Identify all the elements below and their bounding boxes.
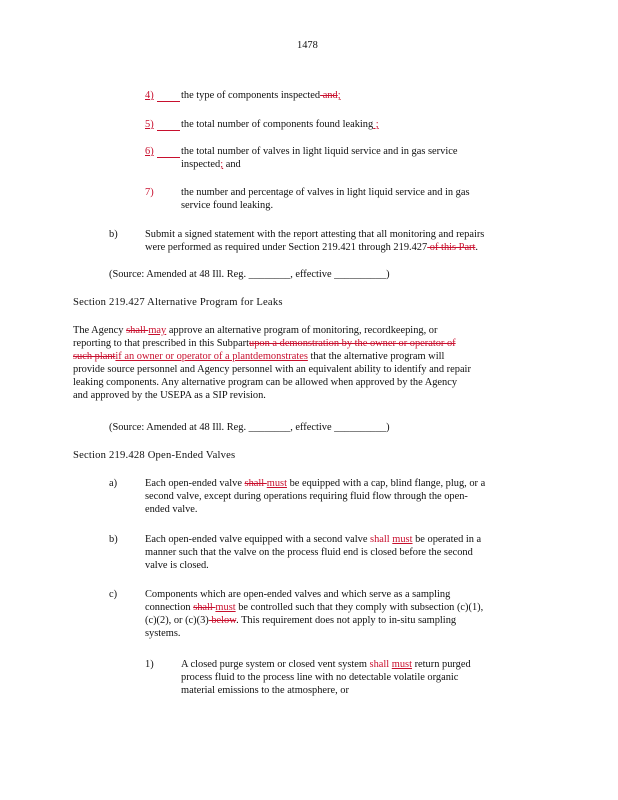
source-note-2: (Source: Amended at 48 Ill. Reg. ________, effective __________) (109, 422, 390, 433)
item-c-text: Components which are open-ended valves and which serve as a sampling connection shall must be controlled such that they comply with subsection (c)(1), (c)(2), or (c)(3) below. This requirement does not apply to in-situ sampling systems. (145, 589, 484, 639)
marker-underline-4 (157, 101, 180, 102)
marker-underline-6 (157, 157, 180, 158)
list-item-6: the total number of valves in light liquid service and in gas service inspected; and (181, 146, 458, 170)
page-number: 1478 (297, 40, 318, 51)
section-427-body: The Agency shall may approve an alternative program of monitoring, recordkeeping, or reporting to that prescribed in this Subpartupon a demonstration by the owner or operator of such plantif an owner or operator of a plantdemonstrates that the alternative program will provide source personnel and Agency personnel with an equivalent ability to identify and repair leaking components. Any alternative program can be allowed when approved by the Agency and approved by the USEPA as a SIP revision. (73, 325, 471, 401)
list-marker-7: 7) (145, 187, 154, 198)
list-item-4: the type of components inspected and; (181, 90, 341, 101)
list-marker-4: 4) (145, 90, 154, 101)
section-427-heading: Section 219.427 Alternative Program for Leaks (73, 297, 283, 308)
list-marker-5: 5) (145, 119, 154, 130)
item-b-marker: b) (109, 229, 118, 240)
item-c1-text: A closed purge system or closed vent system shall must return purged process fluid to the process line with no detectable volatile organic material emissions to the atmosphere, or (181, 659, 471, 696)
item-b-text: Submit a signed statement with the report attesting that all monitoring and repairs were performed as required under Section 219.421 through 219.427 of this Part. (145, 229, 485, 253)
source-note-1: (Source: Amended at 48 Ill. Reg. ________, effective __________) (109, 269, 390, 280)
marker-underline-5 (157, 130, 180, 131)
item-c1-marker: 1) (145, 659, 154, 670)
item-b2-marker: b) (109, 534, 118, 545)
section-428-heading: Section 219.428 Open-Ended Valves (73, 450, 236, 461)
list-item-7: the number and percentage of valves in light liquid service and in gas service found leaking. (181, 187, 470, 211)
item-b2-text: Each open-ended valve equipped with a second valve shall must be operated in a manner such that the valve on the process fluid end is closed before the second valve is closed. (145, 534, 482, 571)
list-item-5: the total number of components found leaking ; (181, 119, 379, 130)
list-marker-6: 6) (145, 146, 154, 157)
item-a-marker: a) (109, 478, 118, 489)
item-c-marker: c) (109, 589, 118, 600)
item-a-text: Each open-ended valve shall must be equipped with a cap, blind flange, plug, or a second valve, except during operations requiring fluid flow through the open- ended valve. (145, 478, 486, 515)
